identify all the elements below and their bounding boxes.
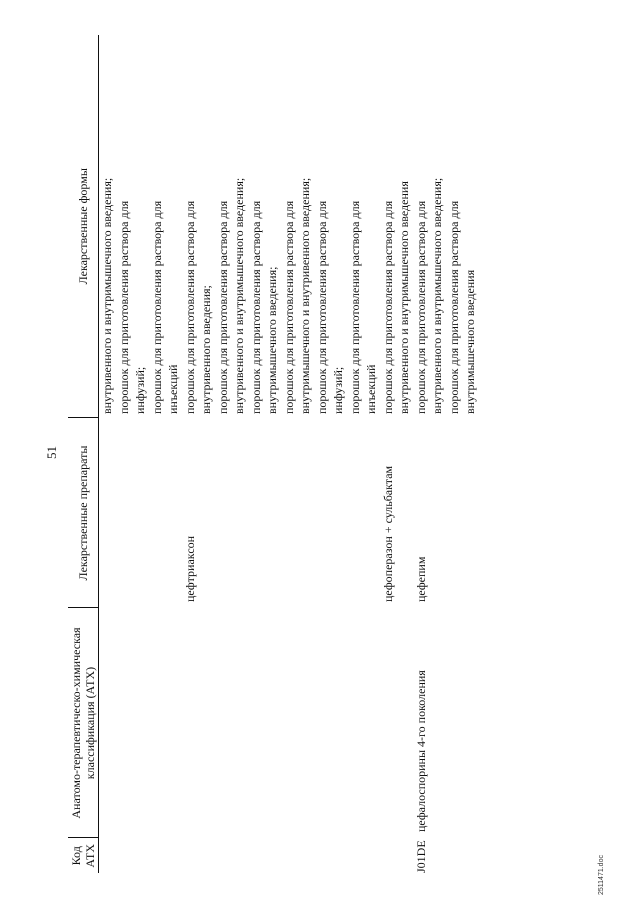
dosage-form-line: порошок для приготовления раствора для <box>281 200 296 414</box>
drug-name-cell: цефоперазон + сульбактам <box>380 465 395 602</box>
header-code: Код АТХ <box>68 838 99 873</box>
dosage-form-line: инфузий; <box>331 366 345 414</box>
dosage-form-line: порошок для приготовления раствора для <box>215 200 230 414</box>
atx-table <box>68 35 479 873</box>
table-row <box>182 35 380 873</box>
classification-cell <box>99 608 182 838</box>
classification-cell: цефалоспорины 4-го поколения <box>413 670 428 832</box>
drug-name-cell: цефепим <box>413 556 428 602</box>
table-row <box>99 35 182 873</box>
dosage-form-line: внутривенного и внутримышечного введения; <box>100 177 114 414</box>
dosage-form-line: внутримышечного и внутривенного введения; <box>298 177 312 414</box>
dosage-form-line: внутривенного введения; <box>199 285 213 414</box>
dosage-form-line: инъекций <box>364 364 378 414</box>
dosage-form-line: внутривенного и внутримышечного введения; <box>232 177 246 414</box>
dosage-form-line: внутривенного и внутримышечного введения <box>397 181 411 414</box>
dosage-form-line: порошок для приготовления раствора для <box>380 200 395 414</box>
dosage-form-line: внутримышечного введения; <box>265 266 279 414</box>
dosage-forms-cell <box>99 35 182 418</box>
dosage-forms-cell <box>413 35 479 418</box>
dosage-form-line: порошок для приготовления раствора для <box>413 200 428 414</box>
dosage-form-line: порошок для приготовления раствора для <box>149 200 164 414</box>
dosage-form-line: инфузий; <box>133 366 147 414</box>
dosage-form-line: внутримышечного введения <box>463 269 477 414</box>
table-row <box>380 35 413 873</box>
dosage-form-line: порошок для приготовления раствора для <box>314 200 329 414</box>
dosage-forms-cell <box>182 35 380 418</box>
table-header <box>68 35 99 873</box>
atx-code-cell <box>182 838 380 873</box>
header-classification: Анатомо-терапевтическо-химическая классификация (АТХ) <box>68 608 99 838</box>
page-number: 51 <box>44 446 59 459</box>
dosage-form-line: порошок для приготовления раствора для <box>446 200 461 414</box>
dosage-form-line: порошок для приготовления раствора для <box>347 200 362 414</box>
atx-code-cell: J01DE <box>413 840 428 873</box>
drug-name-cell: цефтриаксон <box>182 535 197 602</box>
classification-cell <box>182 608 380 838</box>
dosage-form-line: порошок для приготовления раствора для <box>182 200 197 414</box>
atx-code-cell <box>99 838 182 873</box>
dosage-form-line: инъекций <box>166 364 180 414</box>
dosage-form-line: порошок для приготовления раствора для <box>248 200 263 414</box>
classification-cell <box>380 608 413 838</box>
table-body <box>99 35 479 873</box>
drug-name-cell <box>99 418 182 608</box>
dosage-forms-cell <box>380 35 413 418</box>
dosage-form-line: внутривенного и внутримышечного введения; <box>430 177 444 414</box>
footer-file-code: 2511471.doc <box>598 855 605 895</box>
header-forms: Лекарственные формы <box>68 35 99 418</box>
table-row <box>413 35 479 873</box>
dosage-form-line: порошок для приготовления раствора для <box>116 200 131 414</box>
header-drugs: Лекарственные препараты <box>68 418 99 608</box>
atx-code-cell <box>380 838 413 873</box>
